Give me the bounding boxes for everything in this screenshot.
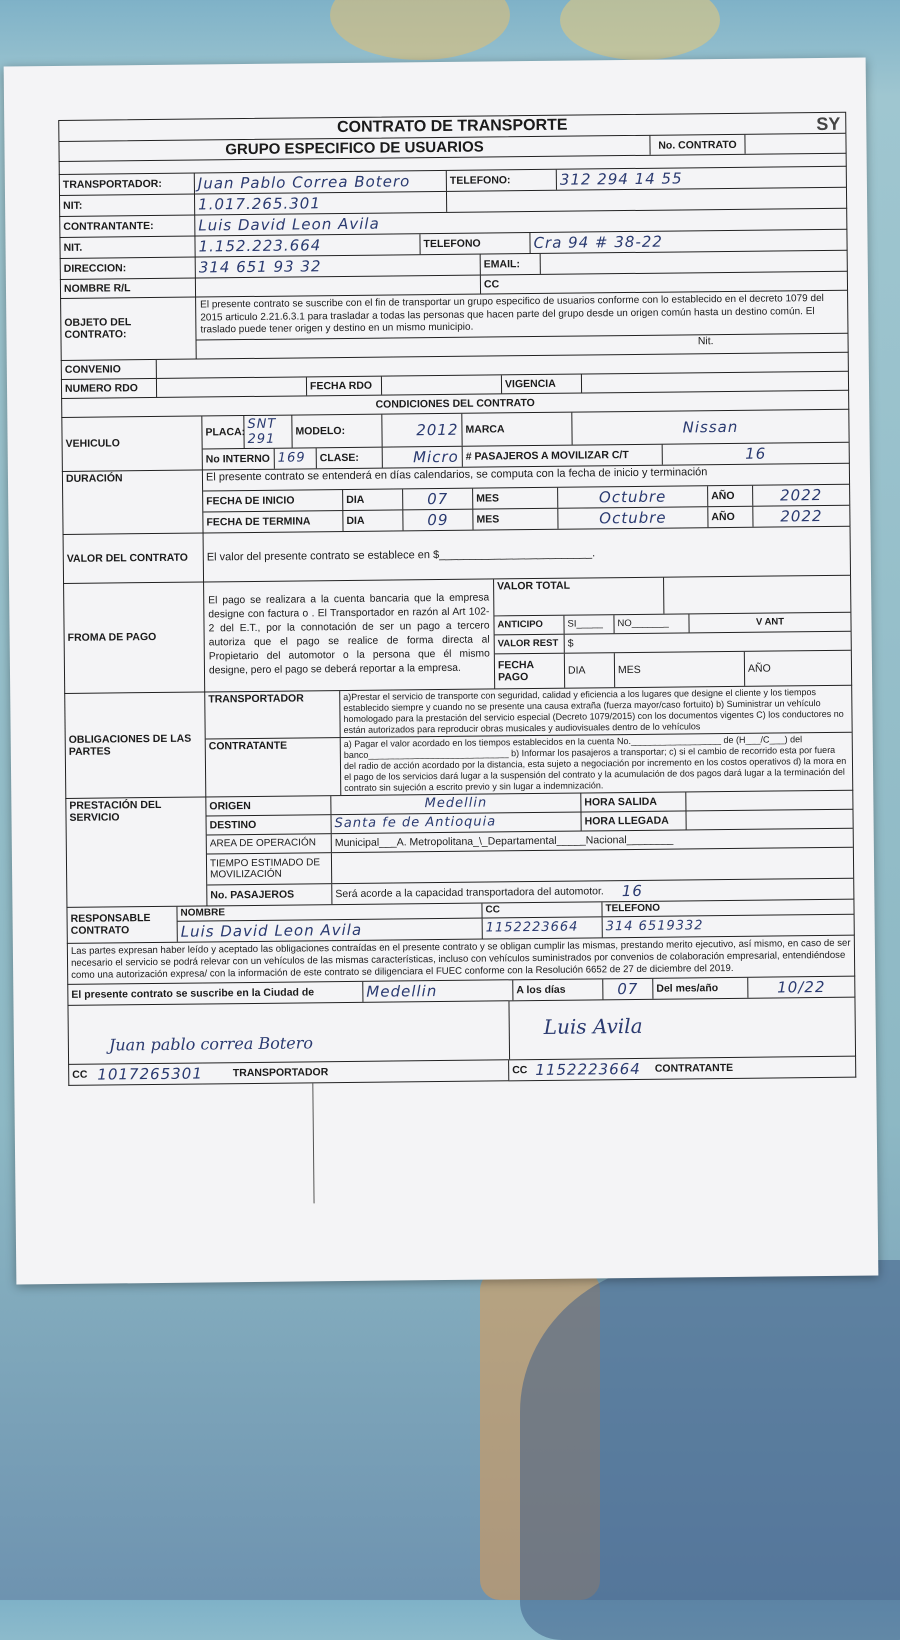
email-value [541,251,847,274]
nit1-value: 1.017.265.301 [195,192,447,215]
interno-value: 169 [275,448,317,468]
no-pasajeros-text: Será acorde a la capacidad transportadora del automotor. [335,884,604,900]
contr-cc-label: CC [512,1063,528,1076]
responsable-nombre-label: NOMBRE [177,903,482,920]
area-label: AREA DE OPERACIÓN [207,834,332,853]
inicio-anio-label: AÑO [708,485,753,505]
clase-value: Micro [383,446,463,467]
form-title: CONTRATO DE TRANSPORTE [336,116,568,137]
inicio-label: FECHA DE INICIO [203,490,343,511]
no-pasajeros-label: No. PASAJEROS [207,884,332,905]
inicio-anio: 2022 [779,485,823,504]
objeto-label: OBJETO DEL CONTRATO: [61,298,197,360]
contr-footer-label: CONTRATANTE [654,1061,734,1075]
tiempo-value [332,847,853,882]
transportador-signature: Juan pablo correa Botero [108,1032,314,1054]
vigencia-label: VIGENCIA [502,374,582,393]
transportador-value: Juan Pablo Correa Botero [195,171,447,194]
fecha-rdo-label: FECHA RDO [307,376,382,395]
fin-dia-label: DIA [343,510,403,531]
contratante-signature: Luis Avila [543,1013,643,1039]
marca-value: Nissan [682,417,739,436]
hora-salida-value [686,790,852,810]
objeto-nit: Nit. [697,334,714,347]
interno-label: No INTERNO [203,448,275,469]
company-logo: SY [816,113,841,135]
inicio-mes-label: MES [473,487,558,508]
nombre-rl-value [196,276,481,297]
anticipo-label: ANTICIPO [494,615,564,634]
obl-contratante-text: a) Pagar el valor acordado en los tiempos establecidos en la cuenta No.__________________ de (H___/C___) del banco____________________________ b) Informar los pasajeros a transportar; c) si el cambio de recorrido esta por fuera del radio de acción acordado por la distancia, esta sujeto a negociación por incremento en los costos operativos d) la mora en el pago de los servicios dará lugar a la suspensión del contrato y la acumulación de dos pagos dará lugar a la terminación del contrato sin sujeción a escrito previo y sin lugar a indemnización. [343,733,847,793]
contract-form [58,112,856,1086]
duracion-text: El presente contrato se entenderá en días calendarios, se computa con la fecha de inicio y terminación [203,463,849,491]
valor-total-value [664,575,850,613]
nit1-empty [447,188,846,212]
transportador-tel-value: 312 294 14 55 [559,169,683,189]
inicio-mes: Octubre [558,486,708,508]
valor-total-label: VALOR TOTAL [494,577,664,615]
marca-label: MARCA [462,412,572,445]
contratante-label: CONTRANTANTE: [60,216,195,237]
anticipo-si: SI_____ [564,615,614,634]
background-blob [520,1260,900,1640]
duracion-label: DURACIÓN [63,470,204,533]
valor-label: VALOR DEL CONTRATO [64,533,204,582]
no-pasajeros-value: 16 [621,881,644,900]
fecha-rdo-value [382,375,502,394]
mes-anio-value: 10/22 [777,977,826,996]
dias-value: 07 [603,978,653,999]
hora-llegada-label: HORA LLEGADA [581,811,686,830]
valor-text: El valor del presente contrato se establece en $_________________________. [206,546,596,563]
objeto-text: El presente contrato se suscribe con el fin de transportar un grupo especifico de usuarios conforme con lo establecido en el decreto 1079 del 2015 articulo 2.21.6.3.1 para trasladar a todas las personas que hacen parte del grupo desde un origen común hasta un destino común. El traslado puede tener origen y destino en un mismo municipio. [196,291,847,340]
nit2-value: 1.152.223.664 [195,234,420,256]
obl-transportador-label: TRANSPORTADOR [205,691,340,738]
responsable-nombre: Luis David Leon Avila [178,918,483,941]
transportador-label: TRANSPORTADOR: [60,174,195,195]
contract-number-value [745,134,845,154]
fecha-pago-dia: DIA [565,653,615,688]
email-label: EMAIL: [481,254,541,275]
background-blob [330,0,510,60]
responsable-label: RESPONSABLE CONTRATO [67,906,177,942]
contr-cc-value: 1152223664 [535,1059,641,1079]
contract-number-label: No. CONTRATO [650,135,745,155]
placa-value: SNT 291 [244,415,292,448]
background-blob [560,0,720,60]
transp-cc-label: CC [72,1068,88,1081]
dias-label: A los días [513,979,603,1000]
valor-rest-dollar: $ [567,637,574,650]
vehiculo-label: VEHICULO [62,416,203,470]
nombre-rl-label: NOMBRE R/L [61,279,196,298]
destino-value: Santa fe de Antioquia [331,812,581,833]
origen-label: ORIGEN [206,796,331,815]
ciudad-label: El presente contrato se suscribe en la Ciudad de [68,981,363,1004]
mes-anio-label: Del mes/año [653,977,748,998]
inicio-dia-label: DIA [343,489,403,510]
hora-salida-label: HORA SALIDA [581,792,686,811]
obligaciones-label: OBLIGACIONES DE LAS PARTES [65,692,206,797]
fin-dia: 09 [403,509,473,530]
pasajeros-value: 16 [745,444,767,463]
termina-label: FECHA DE TERMINA [203,511,343,532]
responsable-tel: 314 6519332 [605,918,704,935]
destino-label: DESTINO [207,815,332,834]
responsable-cc: 1152223664 [483,917,603,938]
hora-llegada-value [686,809,852,829]
fecha-pago-label: FECHA PAGO [495,653,565,688]
origen-value: Medellin [331,793,581,814]
contratante-value: Luis David Leon Avila [198,214,380,235]
inicio-dia: 07 [403,488,473,509]
pasajeros-label: # PASAJEROS A MOVILIZAR C/T [463,444,663,466]
nit2-label: NIT. [60,237,195,258]
convenio-label: CONVENIO [62,359,157,378]
numero-rdo-label: NUMERO RDO [62,378,157,397]
fin-mes: Octubre [558,507,708,529]
declaracion-text: Las partes expresan haber leído y aceptado las obligaciones contraídas en el presente contrato y se obligan cumplir las mismas, prestando merito ejecutivo, así mismo, en caso de ser necesario el servicio se podrá relevar con un vehículos de las mismas características, incluso con vehículos suministrados por convenios de colaboración empresarial, entendiéndose como una autorización expresa/ con la información de este contrato se diligenciara el FUEC conforme con la Resolución 6652 de 27 de diciembre del 2019. [70,937,851,981]
valor-anticipo-label: V ANT [755,616,785,628]
area-text: Municipal___A. Metropolitana_\_Departamental_____Nacional________ [334,833,674,849]
condiciones-title: CONDICIONES DEL CONTRATO [375,396,535,411]
ciudad-value: Medellin [363,980,513,1002]
fin-mes-label: MES [473,508,558,529]
placa-label: PLACA: [202,416,244,448]
direccion-label: DIRECCION: [61,258,196,279]
transp-cc-value: 1017265301 [97,1064,203,1084]
fecha-pago-mes: MES [615,651,745,686]
numero-rdo-value [157,377,307,397]
fold-line [312,1083,314,1203]
responsable-cc-label: CC [482,902,602,917]
obl-contratante-label: CONTRATANTE [206,738,342,796]
pago-text: El pago se realizara a la cuenta bancaria que la empresa designe con factura o . El Transportador en razón al Art 102-2 del E.T., por la connotación de ser un pago a tercero autoriza que el pago se realice de forma directa al Propietario del automotor o la persona que él mismo designe, pero el pago se deberá reportar a la empresa. [204,579,495,691]
tiempo-label: TIEMPO ESTIMADO DE MOVILIZACIÓN [207,853,332,884]
address-value: Cra 94 # 38-22 [533,232,664,253]
nombre-rl-cc: CC [483,278,500,291]
form-subtitle: GRUPO ESPECIFICO DE USUARIOS [59,136,650,161]
prestacion-label: PRESTACIÓN DEL SERVICIO [66,797,207,906]
transp-footer-label: TRANSPORTADOR [232,1065,329,1079]
clase-label: CLASE: [317,447,383,468]
signature-area [67,997,856,1064]
modelo-label: MODELO: [292,414,382,447]
direccion-value: 314 651 93 32 [196,255,481,278]
fecha-pago-anio: AÑO [747,662,771,675]
transportador-tel-label: TELEFONO: [447,170,557,191]
vigencia-value [582,371,848,392]
fin-anio-label: AÑO [708,506,753,526]
obl-transportador-text: a)Prestar el servicio de transporte con seguridad, calidad y eficiencia a los lugares que designe el cliente y los tiempos establecido siempre y cuando no se presente una causa extraña (fuerza mayor/caso fortuito) b) Suministrar un vehículo homologado para la prestación del servicio especial (Decreto 1079/2015) con los documentos vigentes C) los conductores no están autorizados para reproducir obras musicales y audiovisuales dentro de lo vehículos [343,686,844,735]
valor-rest-label: VALOR REST [495,634,565,653]
nit2-tel-label: TELEFONO [420,233,530,254]
anticipo-no: NO_______ [614,614,689,633]
modelo-value: 2012 [382,413,462,446]
pago-label: FROMA DE PAGO [64,582,205,692]
fin-anio: 2022 [780,506,823,525]
responsable-tel-label: TELEFONO [605,902,661,915]
contract-paper [4,58,879,1285]
nit1-label: NIT: [60,195,195,216]
